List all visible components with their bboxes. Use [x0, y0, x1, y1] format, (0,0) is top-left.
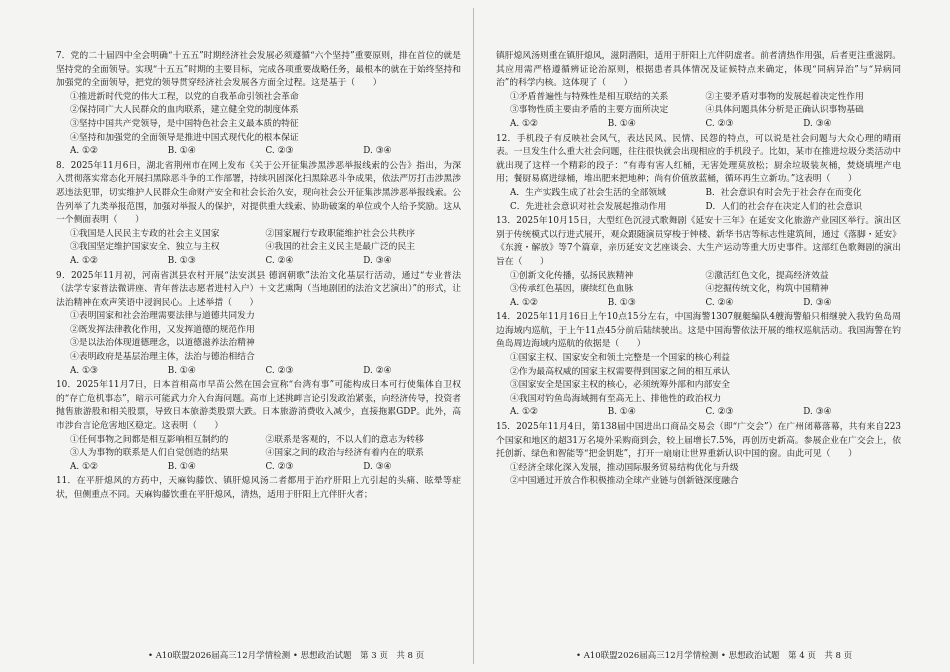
option: ①创新文化传播，弘扬民族精神: [510, 270, 634, 281]
option-row: [496, 270, 901, 284]
option: ①表明国家和社会治理需要法律与道德共同发力: [70, 311, 255, 322]
question-stem: 10．2025年11月7日，日本首相高市早苗公然在国会宣称“台湾有事”可能构成日本可行使集体自卫权的“存亡危机事态”，暗示可能武力介入台海问题。高市上述挑衅言论引发政治紧张，向经济传导，投资者抛售旅游股和相关股票，导致日本旅游类股票大跌。日本旅游消费收入减少，直接拖累GDP。此外，高市涉台言论危害地区稳定。这表明（ ）: [56, 380, 461, 432]
answer-choice: B. ①③: [167, 255, 196, 266]
answer-choice: C. ②④: [705, 297, 734, 308]
option: ①我国是人民民主专政的社会主义国家: [70, 228, 220, 239]
question-15: [496, 421, 901, 489]
answer-choice: A. ①②: [510, 297, 538, 308]
option: B．社会意识有时会先于社会存在而变化: [705, 187, 862, 198]
answer-choice: B. ①④: [167, 146, 196, 157]
question-13: [496, 215, 901, 310]
answer-choice: D. ③④: [363, 461, 392, 472]
option: ③国家安全是国家主权的核心，必须统筹外部和内部安全: [510, 380, 730, 391]
page-footer: • A10联盟2026届高三12月学情检测 • 思想政治试题 第 4 页 共 8 页: [576, 651, 853, 661]
option: ③事物性质主要由矛盾的主要方面所决定: [510, 105, 669, 116]
option: ③人为事物的联系是人们自觉创造的结果: [70, 448, 229, 459]
answer-choice: D. ③④: [363, 255, 392, 266]
option: ②主要矛盾对事物的发展起着决定性作用: [705, 91, 864, 102]
question-stem: 11．在平肝熄风的方药中，天麻钩藤饮、镇肝熄风汤二者都用于治疗肝阳上亢引起的头痛、眩晕等症状，但侧重点不同。天麻钩藤饮重在平肝熄风，清热，适用于肝阳上亢伴肝火者；: [56, 476, 461, 500]
option: ②作为最高权威的国家主权需要得到国家之间的相互承认: [510, 366, 730, 377]
answer-choice: C. ②③: [265, 461, 294, 472]
right-page: [496, 50, 901, 490]
answer-choice: A. ①②: [70, 146, 98, 157]
option: ③传承红色基因，赓续红色血脉: [510, 284, 634, 295]
question-7: [56, 50, 461, 159]
question-9: [56, 270, 461, 379]
option-row: [496, 201, 901, 215]
option-row: [496, 104, 901, 118]
answer-choice: C. ②③: [705, 407, 734, 418]
question-stem: 镇肝熄风汤则重在镇肝熄风，滋阴潜阳，适用于肝阳上亢伴阴虚者。前者清热作用强，后者更注重滋阴。其应用需严格遵循辨证论治原则，根据患者具体情况及证候特点来确定，体现“同病异治”与“异病同治”的科学内核。这体现了（ ）: [496, 51, 901, 89]
page-footer: • A10联盟2026届高三12月学情检测 • 思想政治试题 第 3 页 共 8 页: [148, 651, 425, 661]
question-stem: 7．党的二十届四中全会明确“十五五”时期经济社会发展必须遵循“六个坚持”重要原则，排在首位的就是坚持党的全面领导。实现“十五五”时期的主要目标，完成各项重要战略任务，最根本的就在于始终坚持和加强党的全面领导，把党的领导贯穿经济社会发展各方面全过程。这是基于（ ）: [56, 51, 461, 89]
answer-choice: D. ③④: [803, 118, 832, 129]
answer-choice: C. ②③: [265, 365, 294, 376]
answer-choice: A. ①②: [70, 461, 98, 472]
option: A．生产实践生成了社会生活的全部领域: [510, 187, 666, 198]
answer-choices: [56, 365, 461, 379]
option: C．先进社会意识对社会发展起推动作用: [510, 201, 667, 212]
question-stem: 12．手机段子有反映社会风气，表达民风、民情、民怨的特点，可以说是社会问题与大众心理的晴雨表。一旦发生什么重大社会问题，往往很快就会出现相应的手机段子。比如，某市在推进垃圾分类活动中就出现了这样一个精彩的段子：“有毒有害人红桶，无害处理莫放松；厨余垃圾装灰桶，焚烧填埋产电用；餐厨易腐进绿桶，堆出肥来把地种；尚有价值放蓝桶，循环再生立新功。”这表明（ ）: [496, 133, 901, 185]
answer-choice: C. ②④: [265, 255, 294, 266]
option: D．人们的社会存在决定人们的社会意识: [705, 201, 863, 212]
answer-choice: C. ②③: [265, 146, 294, 157]
option: ④表明政府是基层治理主体，法治与德治相结合: [70, 352, 255, 363]
question-stem: 8．2025年11月6日，湖北省荆州市在网上发布《关于公开征集涉黑涉恶举报线索的公告》指出，为深入贯彻落实常态化开展扫黑除恶斗争的工作部署，持续巩固深化扫黑除恶斗争成果，依法严厉打击涉黑涉恶违法犯罪，切实维护人民群众生命财产安全和社会长治久安，现向社会公开征集涉黑涉恶举报线索。公告列举了九类举报范围，加强对举报人的保护，对提供重大线索、协助破案的单位或个人给予奖励。这从一个侧面表明（ ）: [56, 160, 461, 226]
question-10: [56, 379, 461, 474]
option-row: [56, 228, 461, 242]
answer-choice: B. ①④: [167, 461, 196, 472]
answer-choices: [496, 297, 901, 311]
question-12: [496, 133, 901, 215]
answer-choices: [56, 461, 461, 475]
question-stem: 9．2025年11月初，河南省淇县农村开展“法安淇县 德润朝歌”法治文化基层行活动，通过“专业普法（法学专家普法微讲座、青年普法志愿者进村入户）＋文艺熏陶（当地剧团的法治文艺演出）”的形式，让法治精神在欢声笑语中浸润民心。上述举措（ ）: [56, 270, 461, 308]
page-divider: [473, 8, 474, 664]
option: ④挖掘传统文化，构筑中国精神: [705, 284, 829, 295]
answer-choice: B. ①④: [167, 365, 196, 376]
question-stem: 14．2025年11月16日上午10点15分左右，中国海警1307舰艇编队4艘海警船只相继驶入我钓鱼岛周边海域内巡航，于上午11点45分前后陆续驶出。这是中国海警依法开展的维权巡航活动。我国海警在钓鱼岛周边海域内巡航的依据是（ ）: [496, 312, 901, 350]
question-stem: 15．2025年11月4日，第138届中国进出口商品交易会（即“广交会”）在广州闭幕落幕，共有来自223个国家和地区的超31万名境外采购商到会，较上届增长7.5%，再创历史新高。参展企业在广交会上，依托创新、绿色和智能等“把金钥匙”，打开一扇扇让世界重新认识中国的窗。由此可见（ ）: [496, 422, 901, 460]
answer-choice: B. ①④: [607, 118, 636, 129]
option: ①国家主权、国家安全和领土完整是一个国家的核心利益: [510, 353, 730, 364]
question-14: [496, 311, 901, 420]
answer-choice: A. ①②: [510, 407, 538, 418]
option: ②联系是客观的，不以人们的意志为转移: [265, 434, 424, 445]
question-8: [56, 160, 461, 269]
option-row: [56, 434, 461, 448]
question-stem: 13．2025年10月15日，大型红色沉浸式歌舞剧《延安十三年》在延安文化旅游产业园区举行。演出区别于传统模式以行进式展开，观众跟随演员穿梭于钟楼、新华书店等标志性建筑间，通过《落脚・延安》《东渡・解放》等7个篇章，亲历延安文艺座谈会、大生产运动等重大历史事件。这部红色歌舞剧的演出旨在（ ）: [496, 216, 901, 267]
option: ④国家之间的政治与经济有着内在的联系: [265, 448, 424, 459]
option: ②国家履行专政职能维护社会公共秩序: [265, 228, 416, 239]
answer-choice: A. ①②: [70, 255, 98, 266]
option: ②保持同广大人民群众的血肉联系，建立健全党的制度体系: [70, 105, 299, 116]
answer-choice: C. ②③: [705, 118, 734, 129]
option: ③坚持中国共产党领导，是中国特色社会主义最本质的特征: [70, 118, 299, 129]
option: ④我国对钓鱼岛海域拥有至高无上、排他性的政治权力: [510, 393, 722, 404]
option: ①推进新时代党的伟大工程，以党的自我革命引领社会革命: [70, 91, 299, 102]
answer-choice: B. ①③: [607, 297, 636, 308]
answer-choices: [56, 145, 461, 159]
option-row: [56, 241, 461, 255]
option-row: [496, 283, 901, 297]
answer-choice: D. ③④: [803, 297, 832, 308]
option-row: [496, 91, 901, 105]
option: ②既发挥法律教化作用，又发挥道德的规范作用: [70, 324, 255, 335]
answer-choice: B. ①④: [607, 407, 636, 418]
answer-choices: [496, 118, 901, 132]
option: ②中国通过开放合作积极推动全球产业链与创新链深度融合: [510, 476, 739, 487]
question-11: [56, 475, 461, 502]
option: ③是以法治体现道德理念，以道德滋养法治精神: [70, 338, 255, 349]
answer-choice: D. ③④: [803, 407, 832, 418]
option-row: [56, 447, 461, 461]
option: ①矛盾普遍性与特殊性是相互联结的关系: [510, 91, 669, 102]
option: ②激活红色文化，提高经济效益: [705, 270, 829, 281]
answer-choice: D. ②④: [363, 365, 392, 376]
option: ①经济全球化深入发展，推动国际服务贸易结构优化与升级: [510, 462, 739, 473]
answer-choice: A. ①②: [510, 118, 538, 129]
question-11-continued: [496, 50, 901, 132]
option: ④我国的社会主义民主是最广泛的民主: [265, 242, 416, 253]
option-row: [496, 187, 901, 201]
option: ③我国坚定维护国家安全、独立与主权: [70, 242, 220, 253]
answer-choices: [496, 406, 901, 420]
option: ①任何事物之间都是相互影响相互制约的: [70, 434, 229, 445]
option: ④具体问题具体分析是正确认识事物基础: [705, 105, 864, 116]
left-page: [56, 50, 461, 504]
answer-choices: [56, 255, 461, 269]
answer-choice: A. ①③: [70, 365, 98, 376]
answer-choice: D. ③④: [363, 146, 392, 157]
option: ④坚持和加强党的全面领导是推进中国式现代化的根本保证: [70, 132, 299, 143]
